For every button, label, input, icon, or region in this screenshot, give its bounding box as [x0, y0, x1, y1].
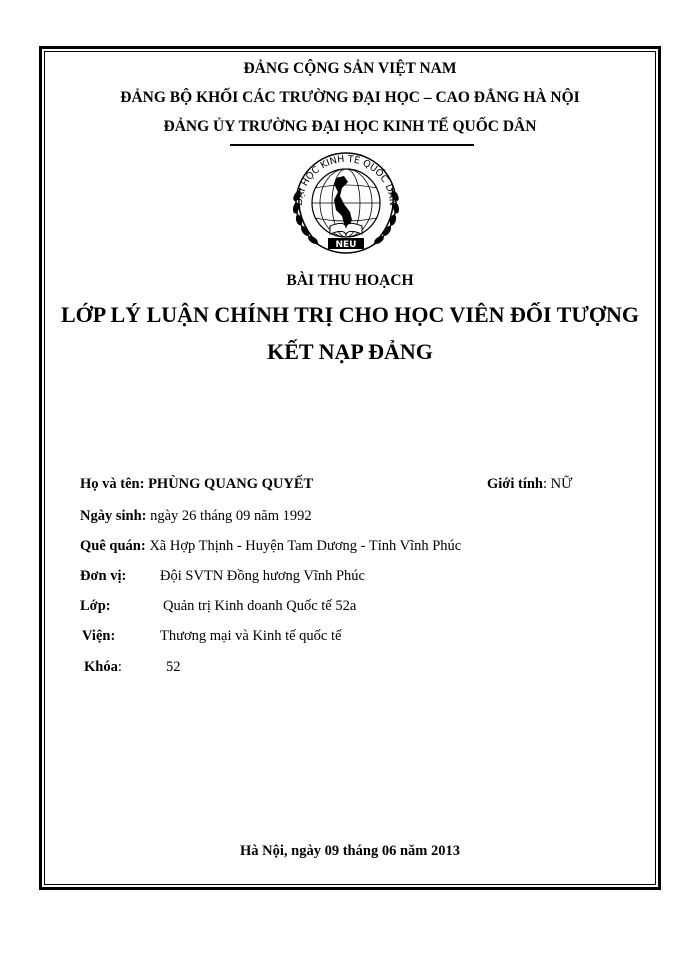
class-label: Lớp:: [80, 598, 111, 614]
logo-ring-text: ĐẠI HỌC KINH TẾ QUỐC DÂN: [293, 153, 399, 207]
university-logo: [278, 148, 414, 258]
doc-title-line1: LỚP LÝ LUẬN CHÍNH TRỊ CHO HỌC VIÊN ĐỐI TƯỢNG: [61, 302, 639, 327]
unit-label: Đơn vị:: [80, 568, 127, 584]
header-university: ĐẢNG ỦY TRƯỜNG ĐẠI HỌC KINH TẾ QUỐC DÂN: [163, 118, 537, 135]
logo-abbr: NEU: [335, 240, 357, 250]
gender-row: [487, 476, 572, 493]
header-committee: ĐẢNG BỘ KHỐI CÁC TRƯỜNG ĐẠI HỌC – CAO ĐẲNG HÀ NỘI: [120, 89, 580, 106]
institute-value: Thương mại và Kinh tế quốc tế: [160, 628, 342, 644]
course-sep: :: [117, 659, 122, 675]
name-row: [80, 476, 313, 493]
name-label: Họ và tên:: [80, 476, 145, 492]
doc-type: BÀI THU HOẠCH: [286, 272, 414, 289]
dob-row: [80, 508, 312, 525]
course-value: 52: [166, 659, 181, 675]
gender-sep: :: [542, 476, 548, 492]
hometown-label: Quê quán:: [80, 538, 146, 554]
doc-title-line2: KẾT NẠP ĐẢNG: [267, 339, 433, 364]
header-party: ĐẢNG CỘNG SẢN VIỆT NAM: [243, 60, 457, 77]
footer-date: Hà Nội, ngày 09 tháng 06 năm 2013: [240, 843, 460, 859]
hometown-row: [80, 538, 461, 555]
gender-value: NỮ: [550, 476, 573, 492]
institute-label: Viện:: [82, 628, 116, 644]
hometown-value: Xã Hợp Thịnh - Huyện Tam Dương - Tỉnh Vĩnh Phúc: [149, 538, 462, 554]
name-value: PHÙNG QUANG QUYẾT: [148, 476, 314, 492]
header-underline: [230, 144, 474, 146]
course-label: Khóa: [84, 659, 118, 675]
course-row: [84, 659, 122, 676]
unit-value: Đội SVTN Đồng hương Vĩnh Phúc: [160, 568, 365, 584]
dob-label: Ngày sinh:: [80, 508, 147, 524]
dob-value: ngày 26 tháng 09 năm 1992: [150, 508, 312, 524]
class-value: Quản trị Kinh doanh Quốc tế 52a: [163, 598, 357, 614]
gender-label: Giới tính: [487, 476, 543, 492]
